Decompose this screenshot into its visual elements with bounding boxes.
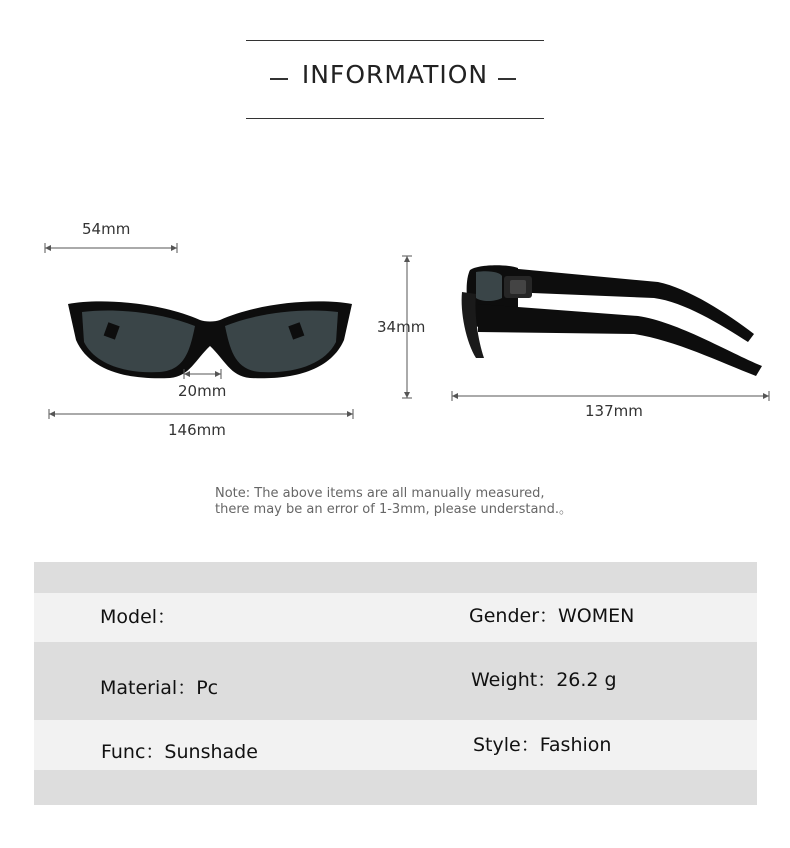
spec-model: Model： bbox=[100, 606, 177, 628]
glasses-side-image bbox=[458, 262, 768, 382]
spec-gender: Gender：WOMEN bbox=[469, 605, 635, 627]
header-top-rule bbox=[246, 40, 544, 41]
header-bottom-rule bbox=[246, 118, 544, 119]
spec-weight: Weight：26.2 g bbox=[471, 669, 617, 691]
frame-width-label: 146mm bbox=[168, 421, 226, 439]
measurement-note bbox=[215, 486, 572, 518]
spec-material: Material：Pc bbox=[100, 677, 219, 699]
bridge-dimension-line bbox=[183, 369, 233, 379]
frame-width-dimension-line bbox=[48, 409, 368, 419]
note-line-2: there may be an error of 1-3mm, please understand.。 bbox=[215, 502, 573, 517]
spec-band-bottom bbox=[34, 770, 757, 805]
header-dash-right bbox=[498, 78, 516, 80]
note-line-1: Note: The above items are all manually measured, bbox=[215, 486, 545, 501]
spec-style: Style：Fashion bbox=[473, 734, 612, 756]
spec-band-top bbox=[34, 562, 757, 593]
page-title: INFORMATION bbox=[301, 60, 489, 89]
lens-height-label: 34mm bbox=[377, 318, 426, 336]
temple-length-label: 137mm bbox=[585, 402, 643, 420]
lens-width-dimension-line bbox=[44, 243, 184, 253]
temple-length-dimension-line bbox=[451, 391, 781, 401]
bridge-label: 20mm bbox=[178, 382, 227, 400]
lens-width-label: 54mm bbox=[82, 220, 131, 238]
spec-func: Func：Sunshade bbox=[101, 741, 258, 763]
